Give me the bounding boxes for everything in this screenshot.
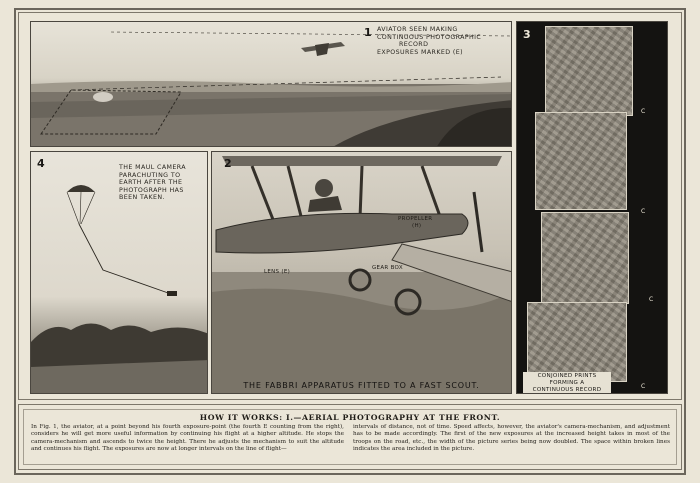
figure-1-panel: [30, 21, 512, 147]
propeller-sub-label: (H): [412, 223, 422, 229]
caption-line: CONTINUOUS RECORD: [532, 387, 602, 393]
lens-label: LENS (E): [264, 269, 291, 275]
propeller-label: PROPELLER: [398, 216, 433, 222]
figure-1-caption: [377, 26, 507, 56]
article-box: [18, 404, 682, 470]
figure-3-caption: [523, 372, 611, 394]
figure-4-panel: [30, 151, 208, 394]
aerial-print-2: [535, 112, 627, 210]
caption-line: RECORD: [399, 41, 429, 48]
aerial-print-3: [541, 212, 629, 304]
figure-3-number: 3: [523, 28, 531, 41]
article-column-1: In Fig. 1, the aviator, at a point beyond his fourth exposure-point (the fourth E counting from the right), considers he will get more useful information by continuing his flight at a higher altitude. He stops the camera-mechanism and ascends to twice the height. There he adjusts the mechanism to suit the altitude and continues his flight. The exposures are now at longer intervals on the line of flight—: [31, 424, 344, 453]
print-label-c: C: [641, 208, 646, 215]
caption-line: THE MAUL CAMERA: [119, 164, 186, 171]
gear-box-label: GEAR BOX: [372, 265, 403, 271]
figure-1-number: 1: [364, 26, 372, 39]
caption-line: EARTH AFTER THE: [119, 179, 183, 186]
figure-4-number: 4: [37, 157, 45, 170]
article-column-2: intervals of distance, not of time. Speed affects, however, the aviator's camera-mechanism, and adjustment has to be made accordingly. The first of the new exposures at the increased height takes in most of the troops on the road, etc., the width of the picture series being now doubled. The space within broken lines indicates the area included in the picture.: [353, 424, 670, 453]
aerial-print-1: [545, 26, 633, 116]
caption-line: AVIATOR SEEN MAKING: [377, 26, 458, 33]
print-label-c: C: [649, 296, 654, 303]
figure-4-caption: [119, 164, 207, 202]
caption-line: PHOTOGRAPH HAS: [119, 186, 184, 194]
caption-line: BEEN TAKEN.: [119, 194, 165, 201]
article-heading: HOW IT WORKS: I.—AERIAL PHOTOGRAPHY AT THE FRONT.: [199, 413, 501, 422]
caption-line: CONJOINED PRINTS: [537, 373, 597, 379]
figure-2-caption: THE FABBRI APPARATUS FITTED TO A FAST SCOUT.: [243, 381, 480, 390]
caption-line: PARACHUTING TO: [119, 171, 181, 179]
caption-line: CONTINUOUS PHOTOGRAPHIC: [377, 33, 482, 41]
figure-3-panel: [516, 21, 668, 394]
print-label-c: C: [641, 383, 646, 390]
figure-2-number: 2: [224, 157, 232, 170]
scout-aircraft-illustration: [212, 152, 512, 394]
caption-line: FORMING A: [549, 380, 585, 386]
print-label-c: C: [641, 108, 646, 115]
aerial-print-4: [527, 302, 627, 382]
caption-line: EXPOSURES MARKED (E): [377, 48, 463, 56]
figure-2-panel: [211, 151, 512, 394]
